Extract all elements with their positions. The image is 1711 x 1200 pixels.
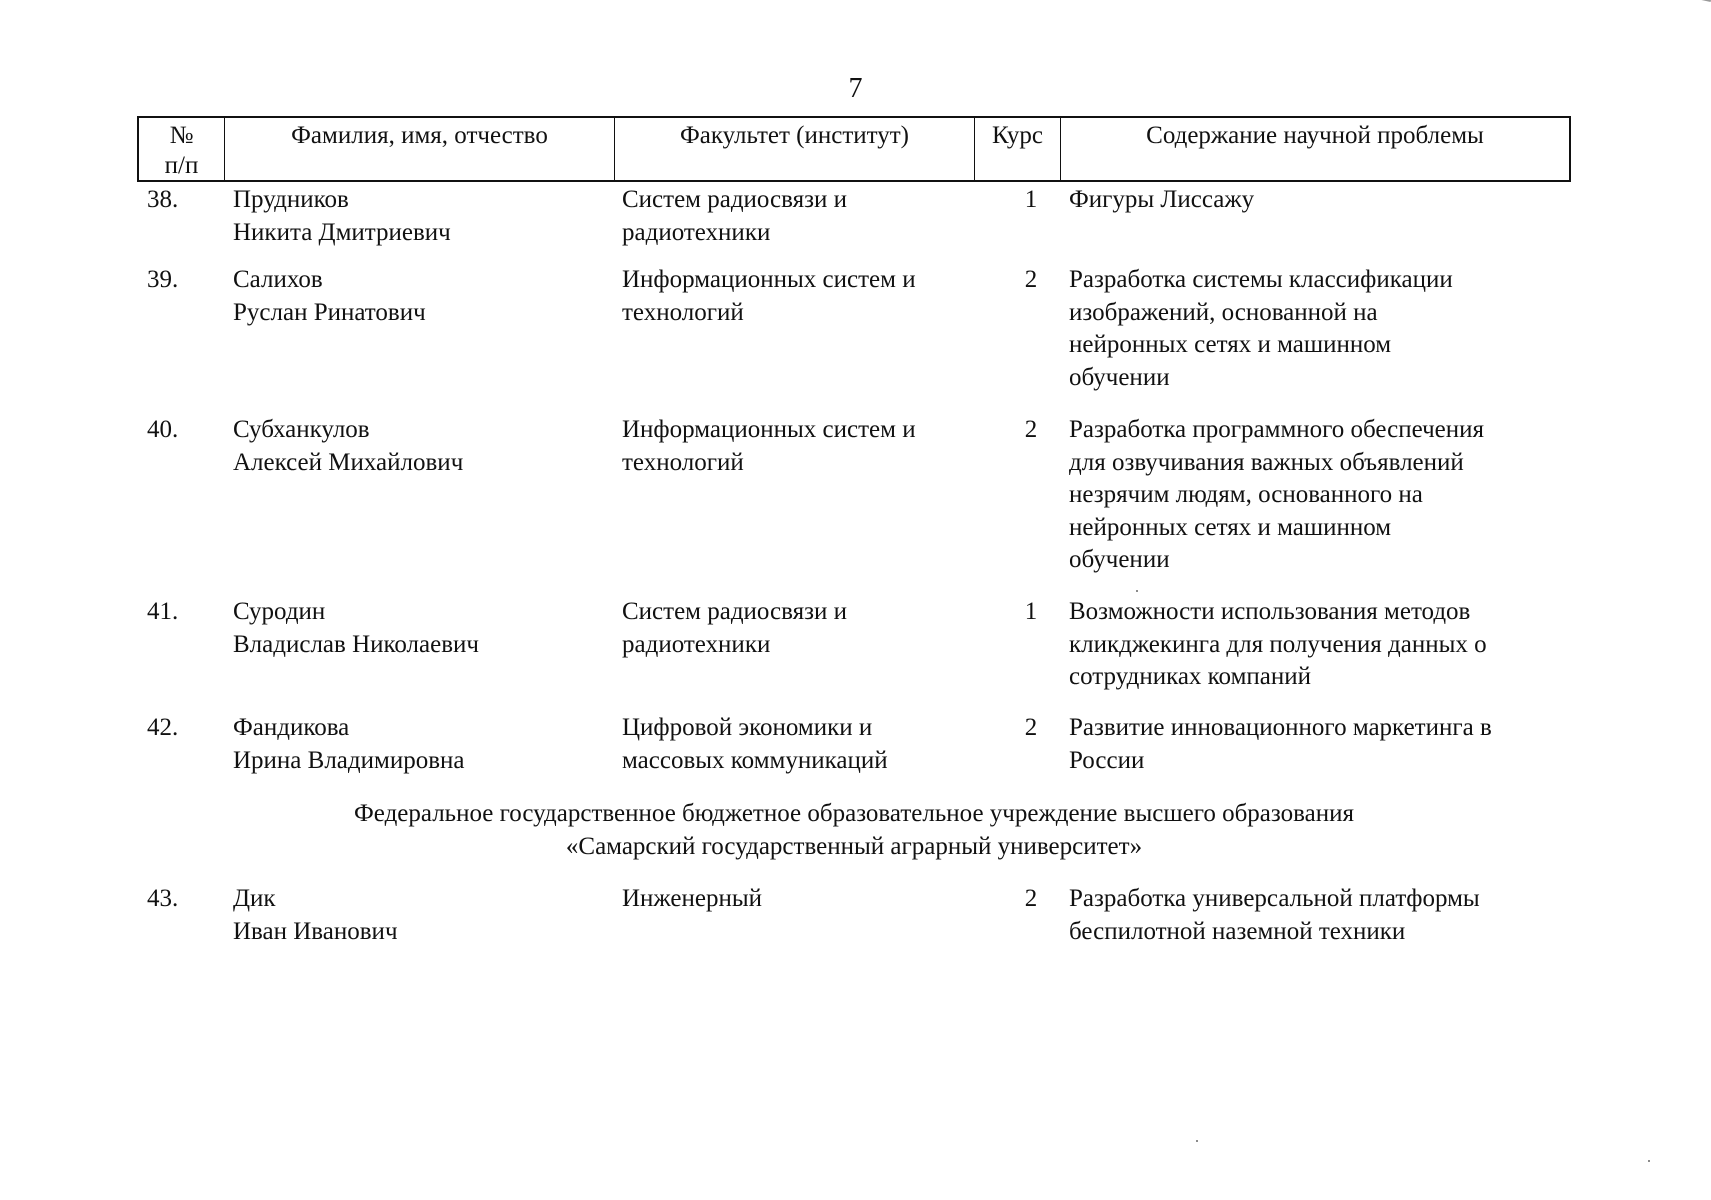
faculty-line: Систем радиосвязи и [622,598,848,625]
name-line: Алексей Михайлович [233,448,464,476]
topic-line: Разработка универсальной платформы [1069,885,1480,912]
row-name [233,712,613,777]
row-course: 1 [1024,598,1038,625]
row-faculty [622,712,982,777]
row-topic [1069,264,1569,394]
name-line: Владислав Николаевич [233,630,479,658]
row-number: 40. [147,416,179,443]
row-name [233,414,613,479]
header-name: Фамилия, имя, отчество [225,118,615,180]
row-course: 2 [1024,416,1038,443]
topic-line: Фигуры Лиссажу [1069,186,1255,213]
row-faculty [622,596,982,661]
row-number: 43. [147,885,179,912]
row-number: 42. [147,714,179,741]
topic-line: кликджекинга для получения данных о [1069,630,1487,658]
row-name [233,264,613,329]
header-faculty: Факультет (институт) [615,118,975,180]
row-course: 2 [1024,266,1038,293]
section-heading-line: «Самарский государственный аграрный университет» [565,833,1143,860]
faculty-line: Информационных систем и [622,266,916,293]
section-heading-line: Федеральное государственное бюджетное образовательное учреждение высшего образования [354,800,1354,827]
topic-line: Развитие инновационного маркетинга в [1069,714,1492,741]
row-course: 2 [1024,885,1038,912]
faculty-line: Систем радиосвязи и [622,186,848,213]
row-course: 1 [1024,186,1038,213]
row-faculty [622,184,982,249]
faculty-line: радиотехники [622,630,771,658]
faculty-line: Цифровой экономики и [622,714,873,741]
row-number: 38. [147,186,179,213]
topic-line: для озвучивания важных объявлений [1069,448,1464,476]
faculty-line: массовых коммуникаций [622,746,888,774]
topic-line: сотрудниках компаний [1069,663,1312,690]
faculty-line: Информационных систем и [622,416,916,443]
name-line: Субханкулов [233,416,370,443]
row-course: 2 [1024,714,1038,741]
row-topic [1069,883,1569,948]
topic-line: беспилотной наземной техники [1069,917,1406,945]
row-topic [1069,184,1569,217]
header-number [139,118,225,180]
topic-line: обучении [1069,363,1170,391]
header-number-label: № п/п [164,122,199,179]
faculty-line: технологий [622,298,744,326]
scan-speck [1196,1140,1198,1142]
name-line: Руслан Ринатович [233,298,426,326]
name-line: Салихов [233,266,323,293]
row-name [233,184,613,249]
faculty-line: радиотехники [622,218,771,246]
section-heading [137,797,1571,863]
row-number: 39. [147,266,179,293]
scan-speck [1136,590,1138,592]
faculty-line: Инженерный [622,885,763,912]
name-line: Дик [233,885,276,912]
topic-line: Разработка программного обеспечения [1069,416,1485,443]
row-topic [1069,414,1569,577]
name-line: Прудников [233,186,349,213]
name-line: Иван Иванович [233,917,398,945]
row-name [233,596,613,661]
topic-line: России [1069,746,1145,774]
table-header [137,116,1571,182]
row-faculty [622,414,982,479]
topic-line: незрячим людям, основанного на [1069,481,1423,508]
name-line: Фандикова [233,714,350,741]
header-topic: Содержание научной проблемы [1146,122,1484,149]
row-number: 41. [147,598,179,625]
topic-line: нейронных сетях и машинном [1069,513,1392,541]
row-name [233,883,613,948]
faculty-line: технологий [622,448,744,476]
header-course: Курс [975,118,1061,180]
row-faculty [622,883,982,916]
page-number: 7 [848,73,863,104]
name-line: Никита Дмитриевич [233,218,451,246]
name-line: Суродин [233,598,326,625]
topic-line: Разработка системы классификации [1069,266,1453,293]
row-topic [1069,712,1569,777]
topic-line: Возможности использования методов [1069,598,1471,625]
name-line: Ирина Владимировна [233,746,465,774]
scan-edge-mark [1670,0,1711,8]
row-faculty [622,264,982,329]
topic-line: нейронных сетях и машинном [1069,331,1392,358]
scan-speck [1648,1160,1650,1162]
topic-line: изображений, основанной на [1069,298,1378,326]
topic-line: обучении [1069,546,1170,573]
row-topic [1069,596,1569,694]
